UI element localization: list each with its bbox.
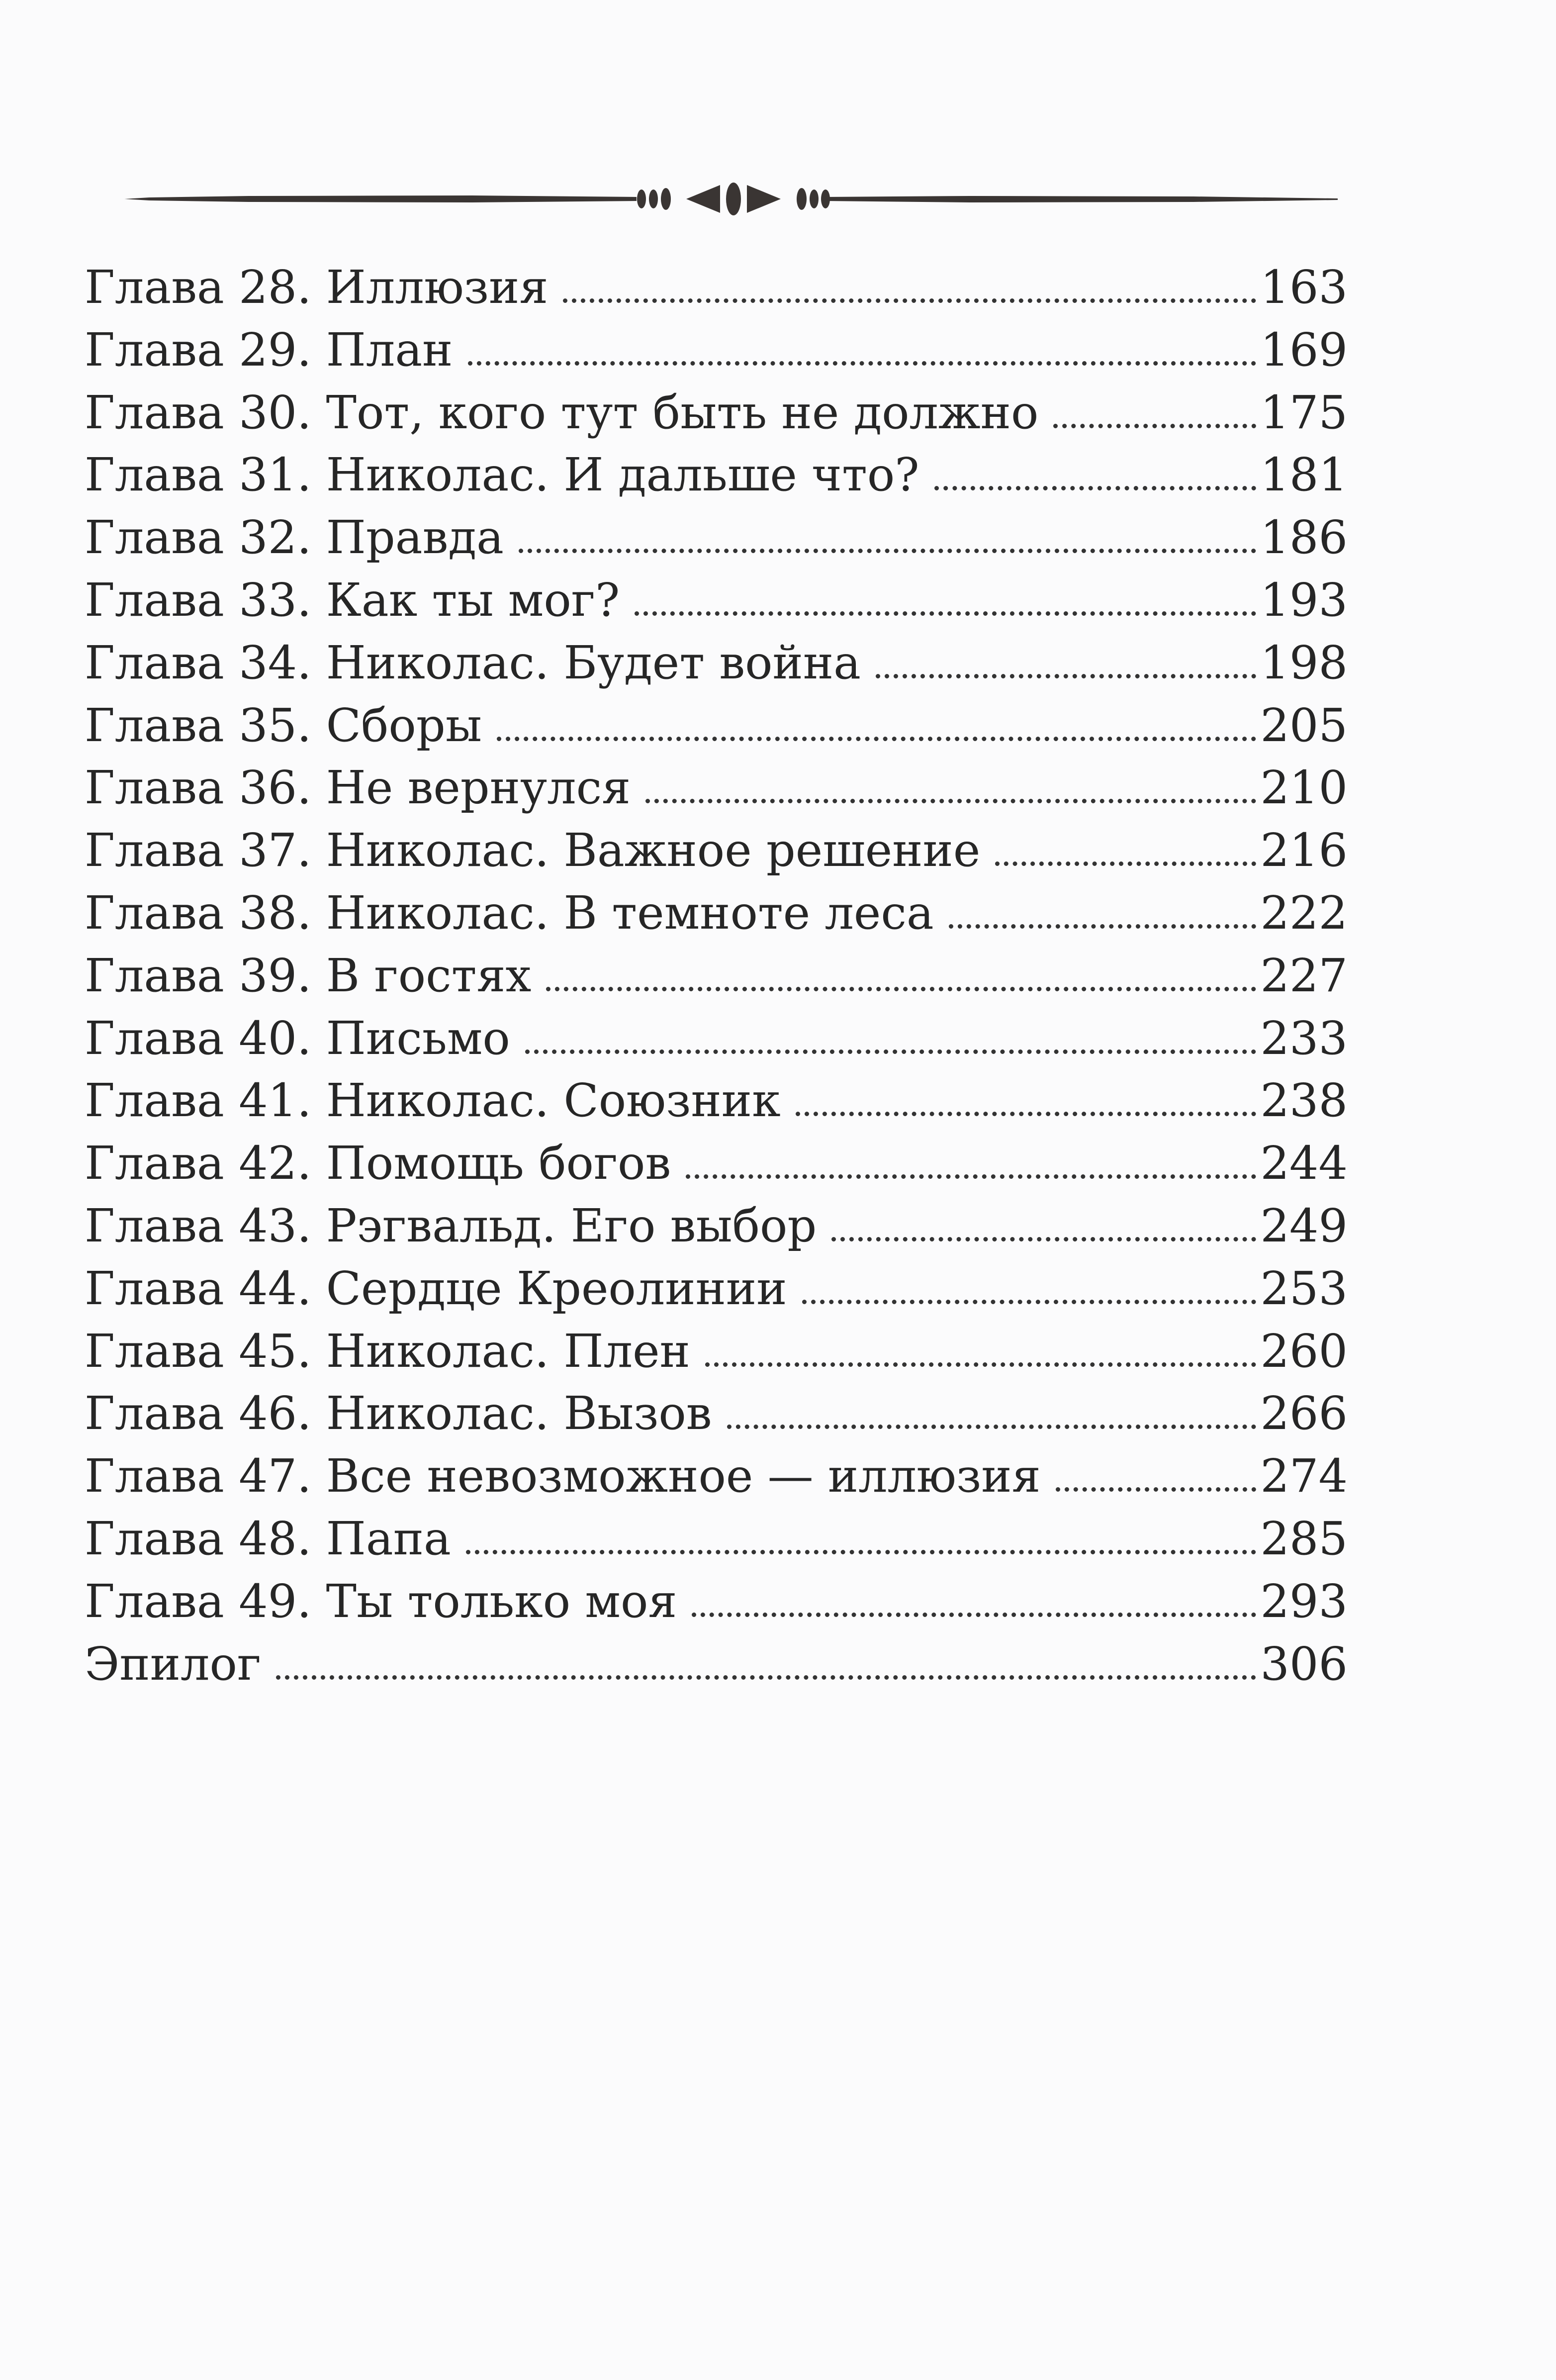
toc-entry-title: Глава 34. Николас. Будет война <box>85 636 861 689</box>
dot-leader <box>876 674 1256 678</box>
toc-entry-title: Глава 29. План <box>85 323 453 377</box>
toc-entry-title: Глава 45. Николас. Плен <box>85 1324 690 1378</box>
toc-entry-page-number: 205 <box>1260 698 1348 752</box>
toc-entry-page-number: 227 <box>1260 949 1348 1002</box>
toc-entry <box>85 1382 1348 1445</box>
dot-leader <box>995 861 1256 866</box>
toc-entry-page-number: 249 <box>1260 1199 1348 1252</box>
toc-entry-page-number: 244 <box>1260 1137 1348 1190</box>
dot-leader <box>1053 424 1256 428</box>
toc-entry-page-number: 260 <box>1260 1324 1348 1378</box>
dot-leader <box>466 1550 1256 1554</box>
dot-leader <box>276 1675 1256 1680</box>
toc-entry-page-number: 238 <box>1260 1074 1348 1128</box>
table-of-contents <box>85 256 1348 1695</box>
toc-entry <box>85 945 1348 1007</box>
dot-leader <box>727 1425 1257 1429</box>
toc-entry <box>85 819 1348 882</box>
toc-entry-title: Глава 47. Все невозможное — иллюзия <box>85 1449 1041 1503</box>
toc-entry-page-number: 285 <box>1260 1512 1348 1565</box>
dot-leader <box>546 987 1256 991</box>
dot-leader <box>519 549 1256 553</box>
toc-entry-page-number: 198 <box>1260 636 1348 689</box>
toc-entry <box>85 757 1348 819</box>
toc-entry-page-number: 163 <box>1260 261 1348 314</box>
dot-leader <box>1056 1487 1257 1492</box>
toc-entry-title: Глава 44. Сердце Креолинии <box>85 1261 787 1315</box>
toc-entry-page-number: 293 <box>1260 1574 1348 1628</box>
dot-leader <box>705 1362 1257 1367</box>
toc-entry <box>85 1320 1348 1383</box>
toc-entry-title: Глава 28. Иллюзия <box>85 261 549 314</box>
toc-entry <box>85 569 1348 632</box>
toc-entry-page-number: 233 <box>1260 1011 1348 1065</box>
toc-entry <box>85 1633 1348 1696</box>
toc-entry-title: Глава 31. Николас. И дальше что? <box>85 448 919 502</box>
toc-entry <box>85 1069 1348 1132</box>
toc-entry <box>85 381 1348 444</box>
dot-leader <box>831 1237 1256 1241</box>
toc-entry <box>85 256 1348 319</box>
dot-leader <box>525 1049 1257 1054</box>
toc-entry-title: Глава 36. Не вернулся <box>85 761 631 815</box>
toc-entry-page-number: 169 <box>1260 323 1348 377</box>
dot-leader <box>468 361 1257 366</box>
toc-entry-title: Глава 43. Рэгвальд. Его выбор <box>85 1199 817 1252</box>
toc-entry-page-number: 193 <box>1260 573 1348 627</box>
dot-leader <box>802 1300 1257 1304</box>
toc-entry <box>85 1132 1348 1195</box>
toc-entry-title: Глава 38. Николас. В темноте леса <box>85 886 934 940</box>
toc-entry-title: Глава 33. Как ты мог? <box>85 573 620 627</box>
toc-entry-title: Глава 37. Николас. Важное решение <box>85 824 981 877</box>
toc-entry <box>85 506 1348 569</box>
toc-entry-page-number: 222 <box>1260 886 1348 940</box>
dot-leader <box>563 298 1256 303</box>
toc-entry <box>85 444 1348 506</box>
toc-entry-title: Глава 48. Папа <box>85 1512 451 1565</box>
toc-entry-page-number: 216 <box>1260 824 1348 877</box>
decorative-divider-ornament <box>124 179 1338 219</box>
toc-entry-page-number: 274 <box>1260 1449 1348 1503</box>
toc-entry-page-number: 186 <box>1260 511 1348 565</box>
toc-entry-title: Глава 39. В гостях <box>85 949 532 1002</box>
dot-leader <box>934 486 1257 490</box>
toc-entry <box>85 1257 1348 1320</box>
toc-entry-title: Глава 32. Правда <box>85 511 504 565</box>
dot-leader <box>949 924 1257 929</box>
toc-entry <box>85 1445 1348 1508</box>
toc-entry <box>85 694 1348 757</box>
toc-entry-title: Глава 40. Письмо <box>85 1011 510 1065</box>
toc-entry-page-number: 306 <box>1260 1637 1348 1691</box>
dot-leader <box>692 1613 1256 1617</box>
dot-leader <box>497 737 1256 741</box>
toc-entry-page-number: 210 <box>1260 761 1348 815</box>
toc-entry-title: Глава 49. Ты только моя <box>85 1574 677 1628</box>
toc-entry-title: Эпилог <box>85 1637 262 1691</box>
toc-entry-title: Глава 30. Тот, кого тут быть не должно <box>85 385 1039 439</box>
toc-entry-page-number: 175 <box>1260 385 1348 439</box>
toc-entry <box>85 1195 1348 1257</box>
dot-leader <box>645 799 1256 803</box>
toc-entry-title: Глава 42. Помощь богов <box>85 1137 671 1190</box>
toc-entry <box>85 319 1348 381</box>
toc-entry-title: Глава 35. Сборы <box>85 698 482 752</box>
toc-entry-title: Глава 46. Николас. Вызов <box>85 1387 712 1440</box>
dot-leader <box>796 1112 1257 1116</box>
toc-entry-title: Глава 41. Николас. Союзник <box>85 1074 781 1128</box>
toc-entry <box>85 1508 1348 1570</box>
toc-entry <box>85 632 1348 694</box>
toc-entry <box>85 1007 1348 1070</box>
toc-entry-page-number: 253 <box>1260 1261 1348 1315</box>
toc-entry <box>85 882 1348 945</box>
toc-entry-page-number: 181 <box>1260 448 1348 502</box>
toc-entry <box>85 1570 1348 1633</box>
dot-leader <box>635 611 1256 616</box>
toc-entry-page-number: 266 <box>1260 1387 1348 1440</box>
dot-leader <box>686 1174 1256 1179</box>
